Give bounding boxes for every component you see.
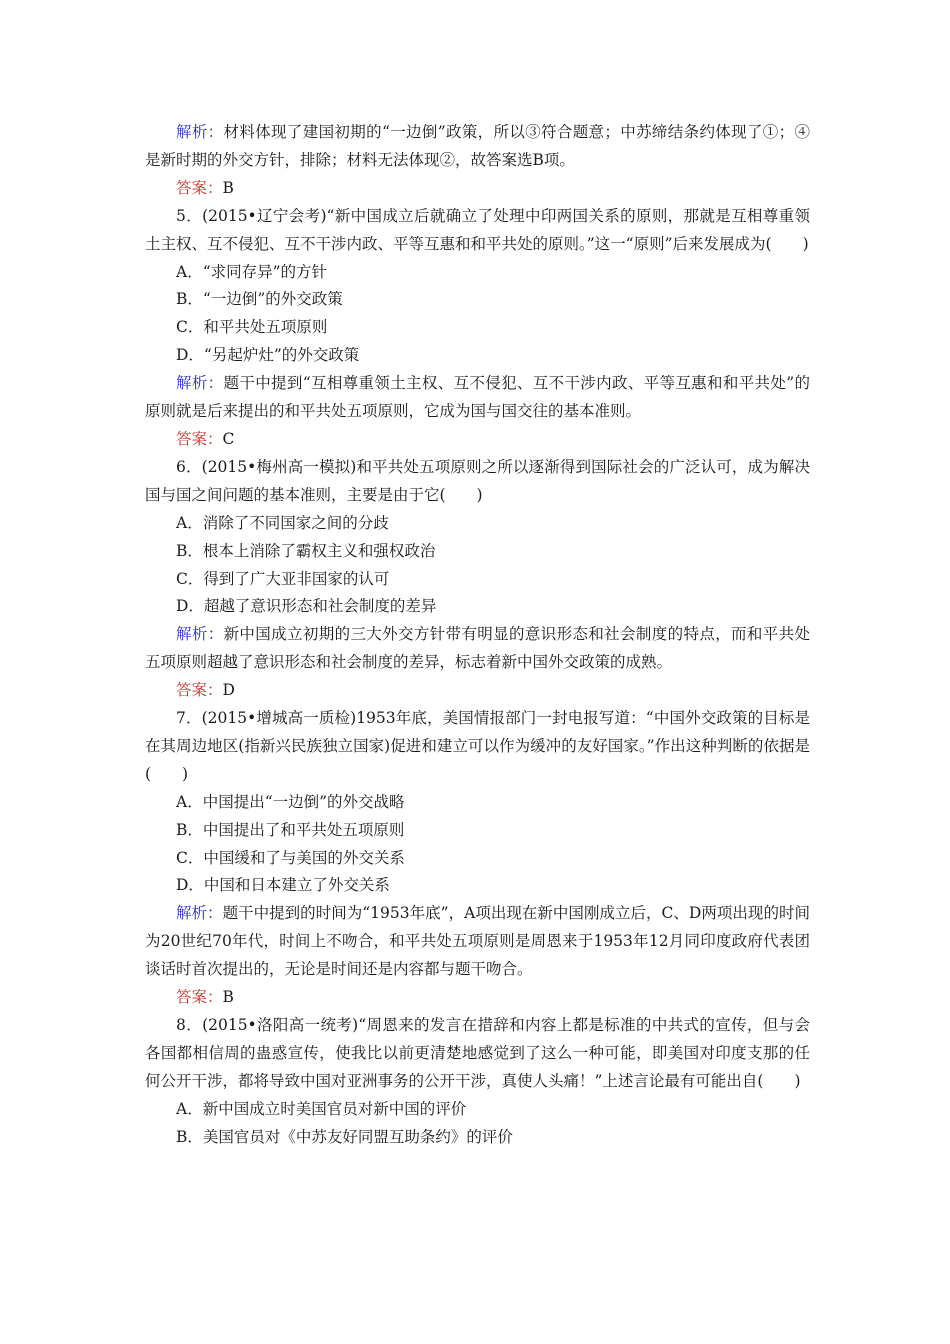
- explanation-label: 解析：: [176, 374, 224, 393]
- question-stem: 7．(2015•增城高一质检)1953年底，美国情报部门一封电报写道：“中国外交政策的目标是在其周边地区(指新兴民族独立国家)促进和建立可以作为缓冲的友好国家。”作出这种判断的依据是( ): [145, 709, 810, 783]
- answer-line: [145, 984, 810, 1012]
- answer-option: D．中国和日本建立了外交关系: [176, 876, 390, 895]
- explanation-paragraph: [145, 621, 810, 677]
- answer-option: B．根本上消除了霸权主义和强权政治: [176, 541, 436, 560]
- explanation-text: 题干中提到“互相尊重领土主权、互不侵犯、互不干涉内政、平等互惠和和平共处”的原则就是后来提出的和平共处五项原则，它成为国与国交往的基本准则。: [145, 374, 810, 421]
- answer-option: A．新中国成立时美国官员对新中国的评价: [176, 1099, 467, 1118]
- explanation-paragraph: [145, 370, 810, 426]
- question-stem: 6．(2015•梅州高一模拟)和平共处五项原则之所以逐渐得到国际社会的广泛认可，成为解决国与国之间问题的基本准则，主要是由于它( ): [145, 457, 810, 504]
- answer-label: 答案：: [176, 429, 223, 448]
- answer-label: 答案：: [176, 178, 223, 197]
- answer-label: 答案：: [176, 988, 223, 1007]
- explanation-paragraph: [145, 119, 810, 175]
- answer-option: C．得到了广大亚非国家的认可: [176, 569, 390, 588]
- explanation-text: 材料体现了建国初期的“一边倒”政策，所以③符合题意；中苏缔结条约体现了①；④是新时期的外交方针，排除；材料无法体现②，故答案选B项。: [145, 123, 810, 169]
- explanation-label: 解析：: [176, 904, 223, 923]
- answer-line: [145, 175, 810, 203]
- answer-option: C．中国缓和了与美国的外交关系: [176, 848, 405, 867]
- answer-option: B．中国提出了和平共处五项原则: [176, 820, 405, 839]
- answer-value: C: [222, 429, 235, 448]
- explanation-text: 题干中提到的时间为“1953年底”，A项出现在新中国刚成立后，C、D两项出现的时间为20世纪70年代，时间上不吻合，和平共处五项原则是周恩来于1953年12月同印度政府代表团谈话时首次提出的，无论是时间还是内容都与题干吻合。: [145, 904, 810, 979]
- answer-value: D: [222, 681, 235, 700]
- answer-option: D．超越了意识形态和社会制度的差异: [176, 597, 437, 616]
- answer-option: B．“一边倒”的外交政策: [176, 290, 343, 309]
- explanation-label: 解析：: [176, 625, 224, 644]
- answer-option: D．“另起炉灶”的外交政策: [176, 346, 360, 365]
- explanation-text: 新中国成立初期的三大外交方针带有明显的意识形态和社会制度的特点，而和平共处五项原则超越了意识形态和社会制度的差异，标志着新中国外交政策的成熟。: [145, 625, 810, 672]
- question-stem: 8．(2015•洛阳高一统考)“周恩来的发言在措辞和内容上都是标准的中共式的宣传，但与会各国都相信周的蛊惑宣传，使我比以前更清楚地感觉到了这么一种可能，即美国对印度支那的任何公开干涉，都将导致中国对亚洲事务的公开干涉，真使人头痛！”上述言论最有可能出自( ): [145, 1016, 810, 1090]
- answer-line: [145, 426, 810, 454]
- answer-option: C．和平共处五项原则: [176, 318, 328, 337]
- answer-option: A．中国提出“一边倒”的外交战略: [176, 792, 405, 811]
- answer-label: 答案：: [176, 681, 223, 700]
- document-body: [145, 119, 810, 1152]
- answer-value: B: [222, 178, 234, 197]
- question-stem: 5．(2015•辽宁会考)“新中国成立后就确立了处理中印两国关系的原则，那就是互相尊重领土主权、互不侵犯、互不干涉内政、平等互惠和和平共处的原则。”这一“原则”后来发展成为( ): [145, 206, 810, 253]
- answer-option: A．“求同存异”的方针: [176, 262, 328, 281]
- explanation-label: 解析：: [176, 123, 224, 141]
- answer-option: A．消除了不同国家之间的分歧: [176, 513, 389, 532]
- answer-value: B: [222, 988, 234, 1007]
- explanation-paragraph: [145, 900, 810, 984]
- answer-option: B．美国官员对《中苏友好同盟互助条约》的评价: [176, 1127, 513, 1146]
- answer-line: [145, 677, 810, 705]
